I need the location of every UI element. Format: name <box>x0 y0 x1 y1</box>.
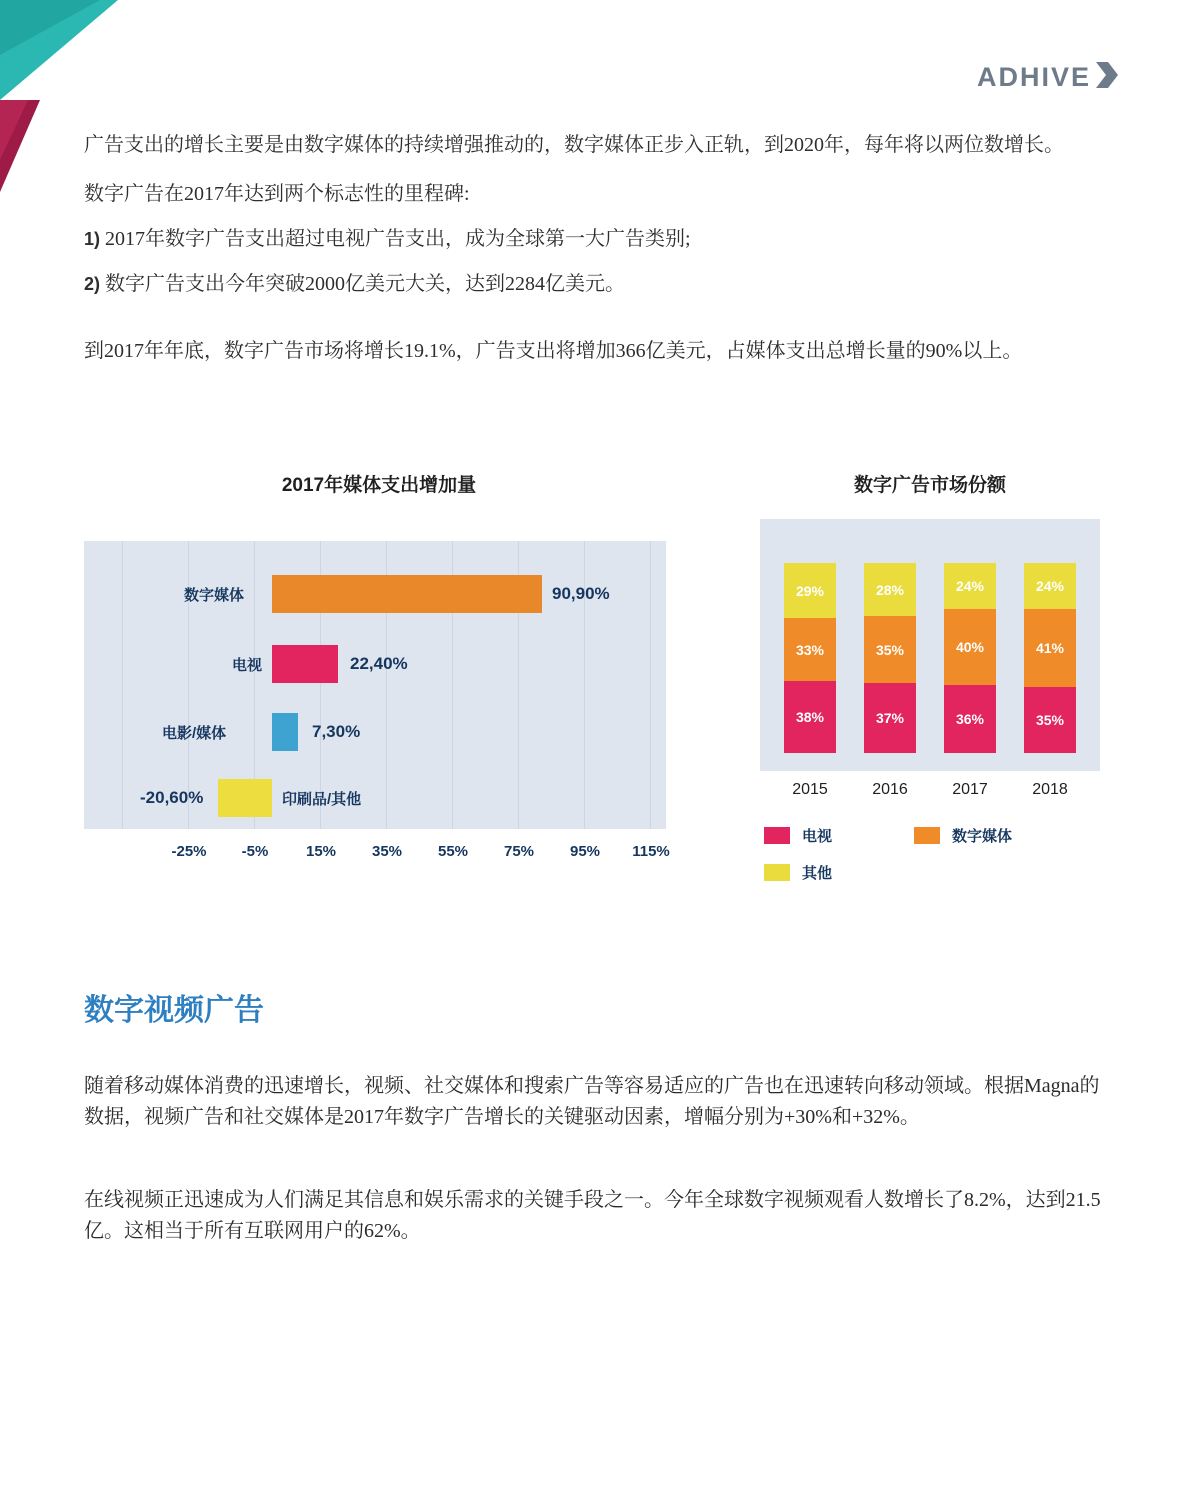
bar-value-label: -20,60% <box>140 788 204 807</box>
segment-digital: 33% <box>784 618 836 681</box>
section-paragraph-1: 随着移动媒体消费的迅速增长，视频、社交媒体和搜索广告等容易适应的广告也在迅速转向移动领域。根据Magna的数据，视频广告和社交媒体是2017年数字广告增长的关键驱动因素，增幅分别为+30%和+32%。 <box>84 1075 1100 1128</box>
list-marker-1: 1) <box>84 229 101 249</box>
bar-row <box>84 567 666 621</box>
chart-left-x-axis <box>84 837 670 871</box>
x-tick: 2016 <box>872 781 908 798</box>
paragraph-2: 数字广告在2017年达到两个标志性的里程碑: <box>84 183 470 205</box>
legend-swatch-tv <box>764 827 790 844</box>
legend-row-2 <box>764 862 1104 883</box>
charts-row <box>84 470 1116 920</box>
brand-logo <box>977 62 1118 93</box>
stacked-bar-2018 <box>1024 563 1076 753</box>
bar-category-label: 数字媒体 <box>184 586 245 604</box>
chart-right-plot-area <box>760 519 1100 771</box>
segment-digital: 35% <box>864 616 916 683</box>
segment-other: 28% <box>864 563 916 616</box>
x-tick: -25% <box>171 843 207 860</box>
legend-item-tv <box>764 825 914 846</box>
segment-tv: 35% <box>1024 687 1076 753</box>
paragraph-5: 到2017年年底，数字广告市场将增长19.1%，广告支出将增加366亿美元，占媒体支出总增长量的90%以上。 <box>84 340 1023 362</box>
bar-value-label: 90,90% <box>552 584 610 603</box>
chart-title-left: 2017年媒体支出增加量 <box>281 475 477 496</box>
x-tick: 15% <box>305 843 337 860</box>
bar-digital-media <box>272 575 542 613</box>
section-digital-video-ads <box>84 985 1116 1247</box>
segment-other: 24% <box>944 563 996 609</box>
brand-logo-text: ADHIVE <box>976 62 1091 92</box>
bar-print-other <box>218 779 272 817</box>
paragraph-spacer <box>84 314 1116 336</box>
x-tick: 55% <box>437 843 469 860</box>
x-tick: 2018 <box>1032 781 1068 798</box>
chart-left-plot-area <box>84 541 666 829</box>
segment-other: 29% <box>784 563 836 618</box>
x-tick: 2017 <box>952 781 988 798</box>
paragraph-4 <box>84 269 1116 300</box>
legend-swatch-other <box>764 864 790 881</box>
article-body <box>84 130 1116 385</box>
x-tick: -5% <box>241 843 269 860</box>
list-text-2: 数字广告支出今年突破2000亿美元大关，达到2284亿美元。 <box>105 273 626 295</box>
x-tick: 35% <box>371 843 403 860</box>
segment-other: 24% <box>1024 563 1076 609</box>
legend-item-other <box>764 862 832 883</box>
legend-row-1 <box>764 825 1104 846</box>
x-tick: 115% <box>632 843 670 860</box>
bar-row <box>84 705 666 759</box>
x-tick: 2015 <box>792 781 828 798</box>
legend-item-digital <box>914 825 1012 846</box>
stacked-bar-2017 <box>944 563 996 753</box>
stacked-bar-2016 <box>864 563 916 753</box>
bar-category-label: 电影/媒体 <box>162 724 227 742</box>
bar-value-label: 22,40% <box>350 654 408 673</box>
x-tick: 75% <box>503 843 535 860</box>
bar-tv <box>272 645 338 683</box>
chart-right-legend <box>764 825 1104 883</box>
legend-swatch-digital <box>914 827 940 844</box>
bar-category-label: 电视 <box>232 656 263 674</box>
segment-digital: 40% <box>944 609 996 685</box>
bar-cinema-media <box>272 713 298 751</box>
segment-digital: 41% <box>1024 609 1076 687</box>
legend-label-digital: 数字媒体 <box>952 828 1013 845</box>
chevron-right-icon <box>1096 62 1118 93</box>
chart-digital-ad-market-share <box>744 470 1116 899</box>
legend-label-tv: 电视 <box>802 828 833 845</box>
list-marker-2: 2) <box>84 274 101 294</box>
segment-tv: 38% <box>784 681 836 753</box>
bar-value-label: 7,30% <box>312 722 361 741</box>
x-tick: 95% <box>569 843 601 860</box>
legend-label-other: 其他 <box>802 865 833 882</box>
segment-tv: 37% <box>864 683 916 753</box>
chart-media-spend-growth <box>84 470 674 871</box>
section-title: 数字视频广告 <box>84 994 264 1027</box>
bar-row <box>84 771 666 825</box>
paragraph-1: 广告支出的增长主要是由数字媒体的持续增强推动的，数字媒体正步入正轨，到2020年，每年将以两位数增长。 <box>84 134 1064 156</box>
section-paragraph-2: 在线视频正迅速成为人们满足其信息和娱乐需求的关键手段之一。今年全球数字视频观看人数增长了8.2%，达到21.5亿。这相当于所有互联网用户的62%。 <box>84 1189 1101 1242</box>
paragraph-3 <box>84 224 1116 255</box>
stacked-bar-2015 <box>784 563 836 753</box>
bar-category-label: 印刷品/其他 <box>282 790 362 808</box>
chart-right-x-axis <box>760 777 1100 807</box>
segment-tv: 36% <box>944 685 996 753</box>
bar-row <box>84 637 666 691</box>
list-text-1: 2017年数字广告支出超过电视广告支出，成为全球第一大广告类别; <box>105 228 691 250</box>
chart-title-right: 数字广告市场份额 <box>853 475 1006 496</box>
